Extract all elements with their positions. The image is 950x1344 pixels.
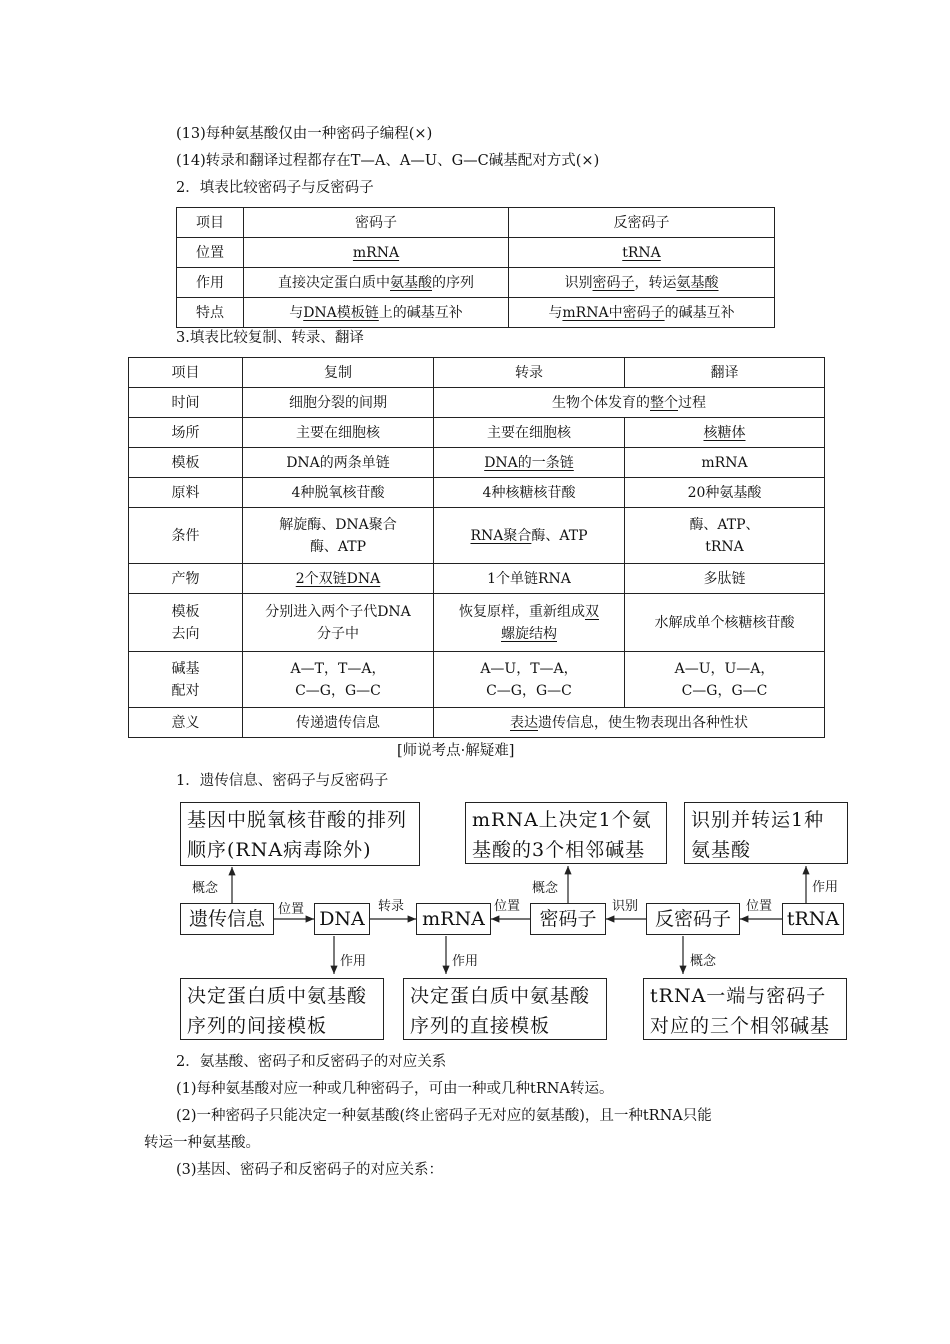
box-text: 识别并转运1种	[691, 809, 825, 831]
box-genetic-info-concept	[180, 802, 420, 866]
cell-text: 与	[548, 304, 563, 321]
cell-text: 分子中	[317, 625, 359, 642]
answer-text: 2个双链DNA	[295, 570, 381, 587]
answer-text: 表达	[510, 714, 538, 731]
cell-text: A—U，U—A，	[674, 660, 775, 677]
cell-text: A—T，T—A，	[290, 660, 386, 677]
header-transcription: 转录	[434, 358, 625, 388]
box-text: 序列的间接模板	[187, 1015, 328, 1037]
cell-text: tRNA	[705, 538, 744, 555]
node-trna: tRNA	[782, 903, 844, 935]
box-text: 基酸的3个相邻碱基	[472, 839, 646, 861]
cell-text: C—G，G—C	[486, 682, 572, 699]
cell-rep-place: 主要在细胞核	[243, 418, 434, 448]
cell-tx-place: 主要在细胞核	[434, 418, 625, 448]
answer-text: 螺旋结构	[501, 625, 557, 642]
box-text: 决定蛋白质中氨基酸	[187, 985, 368, 1007]
box-codon-concept	[465, 802, 667, 864]
cell-text: 上的碱基互补	[378, 304, 463, 321]
question-2-heading: 2．填表比较密码子与反密码子	[176, 180, 374, 196]
box-anticodon-concept	[643, 978, 847, 1040]
answer-text: DNA模板链	[303, 304, 379, 321]
node-genetic-info: 遗传信息	[180, 903, 274, 935]
row-label-template: 模板	[129, 448, 243, 478]
row-label-material: 原料	[129, 478, 243, 508]
answer-text: 整个	[650, 394, 678, 411]
box-trna-function	[684, 802, 848, 864]
cell-text: 酶、ATP	[531, 527, 588, 544]
box-dna-function	[180, 978, 384, 1040]
label-identify: 识别	[612, 899, 639, 914]
label-position-trna: 位置	[746, 899, 773, 914]
cell-text: C—G，G—C	[295, 682, 381, 699]
item-14: (14)转录和翻译过程都存在T—A、A—U、G—C碱基配对方式(×)	[176, 153, 600, 169]
row-label-product: 产物	[129, 564, 243, 594]
cell-tl-template: mRNA	[625, 448, 825, 478]
paragraph-2-line-2: 转运一种氨基酸。	[144, 1135, 260, 1151]
node-dna: DNA	[314, 903, 370, 935]
answer-text: 双	[585, 603, 599, 620]
question-3-heading: 3.填表比较复制、转录、翻译	[176, 330, 364, 346]
header-translation: 翻译	[625, 358, 825, 388]
heading-2: 2．氨基酸、密码子和反密码子的对应关系	[176, 1054, 447, 1070]
label-transcribe: 转录	[378, 899, 405, 914]
label-position-dna: 位置	[278, 902, 305, 917]
cell-text: 模板	[171, 603, 200, 620]
answer-text: RNA聚合	[470, 527, 532, 544]
cell-tl-fate: 水解成单个核糖核苷酸	[625, 594, 825, 652]
cell-text: 过程	[678, 394, 706, 411]
cell-text: ，转运	[634, 274, 677, 291]
cell-text: 恢复原样，重新组成	[459, 603, 585, 620]
cell-text: 直接决定蛋白质中	[278, 274, 390, 291]
cell-text: 遗传信息，使生物表现出各种性状	[538, 714, 748, 731]
cell-tx-product: 1个单链RNA	[434, 564, 625, 594]
cell-text: 解旋酶、DNA聚合	[279, 516, 397, 533]
answer-text: tRNA	[622, 244, 661, 261]
cell-tl-product: 多肽链	[625, 564, 825, 594]
answer-text: DNA的一条链	[484, 454, 574, 471]
cell-text: C—G，G—C	[681, 682, 768, 699]
answer-text: mRNA	[352, 244, 400, 261]
node-codon: 密码子	[530, 903, 606, 935]
cell-text: 生物个体发育的	[552, 394, 650, 411]
box-text: 对应的三个相邻碱基	[650, 1015, 831, 1037]
row-label-place: 场所	[129, 418, 243, 448]
header-replication: 复制	[243, 358, 434, 388]
cell-rep-meaning: 传递遗传信息	[243, 708, 434, 738]
cell-text: 碱基	[171, 660, 200, 677]
label-concept-left: 概念	[192, 881, 219, 896]
header-item: 项目	[129, 358, 243, 388]
answer-text: 密码子	[592, 274, 635, 291]
answer-text: 核糖体	[703, 424, 746, 441]
label-concept-anticodon: 概念	[690, 954, 717, 969]
cell-tl-material: 20种氨基酸	[625, 478, 825, 508]
paragraph-2-line-1: (2)一种密码子只能决定一种氨基酸(终止密码子无对应的氨基酸)，且一种tRNA只能	[176, 1108, 712, 1124]
row-label-condition: 条件	[129, 508, 243, 564]
cell-text: 酶、ATP	[309, 538, 367, 555]
paragraph-3: (3)基因、密码子和反密码子的对应关系：	[176, 1162, 444, 1178]
cell-text: 的序列	[432, 274, 474, 291]
label-function-right: 作用	[812, 880, 839, 895]
box-text: mRNA上决定1个氨	[472, 809, 652, 831]
box-text: 氨基酸	[691, 839, 752, 861]
box-mrna-function	[403, 978, 607, 1040]
box-text: 基因中脱氧核苷酸的排列	[187, 809, 408, 831]
paragraph-1: (1)每种氨基酸对应一种或几种密码子，可由一种或几种tRNA转运。	[176, 1081, 614, 1097]
cell-text: A—U，T—A，	[480, 660, 578, 677]
box-text: 决定蛋白质中氨基酸	[410, 985, 591, 1007]
cell-text: 的碱基互补	[664, 304, 735, 321]
label-concept-middle: 概念	[532, 881, 559, 896]
answer-text: mRNA中密码子	[562, 304, 665, 321]
row-label-feature: 特点	[177, 298, 244, 328]
cell-text: 分别进入两个子代DNA	[265, 603, 411, 620]
header-anticodon: 反密码子	[509, 208, 775, 238]
row-label-time: 时间	[129, 388, 243, 418]
section-title: [师说考点·解疑难]	[397, 743, 515, 759]
header-codon: 密码子	[244, 208, 509, 238]
box-text: 序列的直接模板	[410, 1015, 551, 1037]
answer-text: 氨基酸	[676, 274, 719, 291]
row-label-position: 位置	[177, 238, 244, 268]
cell-text: 识别	[564, 274, 593, 291]
header-item: 项目	[177, 208, 244, 238]
node-anticodon: 反密码子	[646, 903, 740, 935]
cell-rep-time: 细胞分裂的间期	[243, 388, 434, 418]
row-label-meaning: 意义	[129, 708, 243, 738]
cell-text: 酶、ATP、	[689, 516, 760, 533]
cell-tx-material: 4种核糖核苷酸	[434, 478, 625, 508]
cell-rep-material: 4种脱氧核苷酸	[243, 478, 434, 508]
heading-1: 1．遗传信息、密码子与反密码子	[176, 773, 389, 789]
cell-text: 与	[289, 304, 304, 321]
box-text: 顺序(RNA病毒除外)	[187, 839, 372, 861]
cell-text: 配对	[171, 682, 200, 699]
cell-text: 去向	[171, 625, 200, 642]
label-position-mrna: 位置	[494, 899, 521, 914]
node-mrna: mRNA	[416, 903, 491, 935]
cell-rep-template: DNA的两条单链	[243, 448, 434, 478]
item-13: (13)每种氨基酸仅由一种密码子编程(×)	[176, 126, 433, 142]
answer-text: 氨基酸	[390, 274, 432, 291]
row-label-function: 作用	[177, 268, 244, 298]
label-function-dna: 作用	[340, 954, 367, 969]
label-function-mrna: 作用	[452, 954, 479, 969]
box-text: tRNA一端与密码子	[650, 985, 827, 1007]
